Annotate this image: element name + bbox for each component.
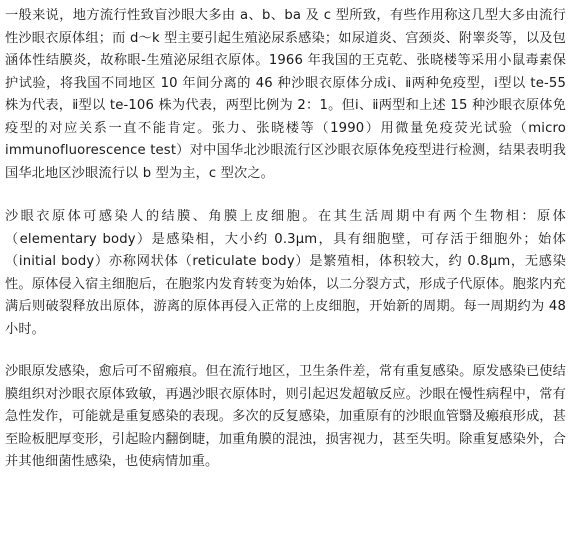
paragraph-reinfection: 沙眼原发感染，愈后可不留瘢痕。但在流行地区，卫生条件差，常有重复感染。原发感染已使结膜组织对沙眼衣原体致敏，再遇沙眼衣原体时，则引起迟发超敏反应。沙眼在慢性病程中，常有急性发作，可能就是重复感染的表现。多次的反复感染，加重原有的沙眼血管翳及瘢痕形成，甚至睑板肥厚变形，引起睑内翻倒睫，加重角膜的混浊，损害视力，甚至失明。除重复感染外，合并其他细菌性感染，也使病情加重。 xyxy=(5,364,566,469)
article-body xyxy=(5,5,566,474)
paragraph-life-cycle: 沙眼衣原体可感染人的结膜、角膜上皮细胞。在其生活周期中有两个生物相：原体（elementary body）是感染相，大小约 0.3μm，具有细胞壁，可存活于细胞外；始体（initial body）亦称网状体（reticulate body）是繁殖相，体积较大，约 0.8μm，无感染性。原体侵入宿主细胞后，在胞浆内发育转变为始体，以二分裂方式，形成子代原体。胞浆内充满后则破裂释放出原体，游离的原体再侵入正常的上皮细胞，开始新的周期。每一周期约为 48 小时。 xyxy=(5,209,566,337)
paragraph-serotypes: 一般来说，地方流行性致盲沙眼大多由 a、b、ba 及 c 型所致，有些作用称这几型大多由流行性沙眼衣原体组；而 d～k 型主要引起生殖泌尿系感染；如尿道炎、宫颈炎、附睾炎等，以及包涵体性结膜炎，故称眼-生殖泌尿组衣原体。1966 年我国的王克乾、张晓楼等采用小鼠毒素保护试验，将我国不同地区 10 年间分离的 46 种沙眼衣原体分成ⅰ、ⅱ两种免疫型，ⅰ型以 te-55 株为代表，ⅱ型以 te-106 株为代表，两型比例为 2：1。但ⅰ、ⅱ两型和上述 15 种沙眼衣原体免疫型的对应关系一直不能肯定。张力、张晓楼等（1990）用微量免疫荧光试验（micro immunofluorescence test）对中国华北沙眼流行区沙眼衣原体免疫型进行检测，结果表明我国华北地区沙眼流行以 b 型为主，c 型次之。 xyxy=(5,8,566,181)
